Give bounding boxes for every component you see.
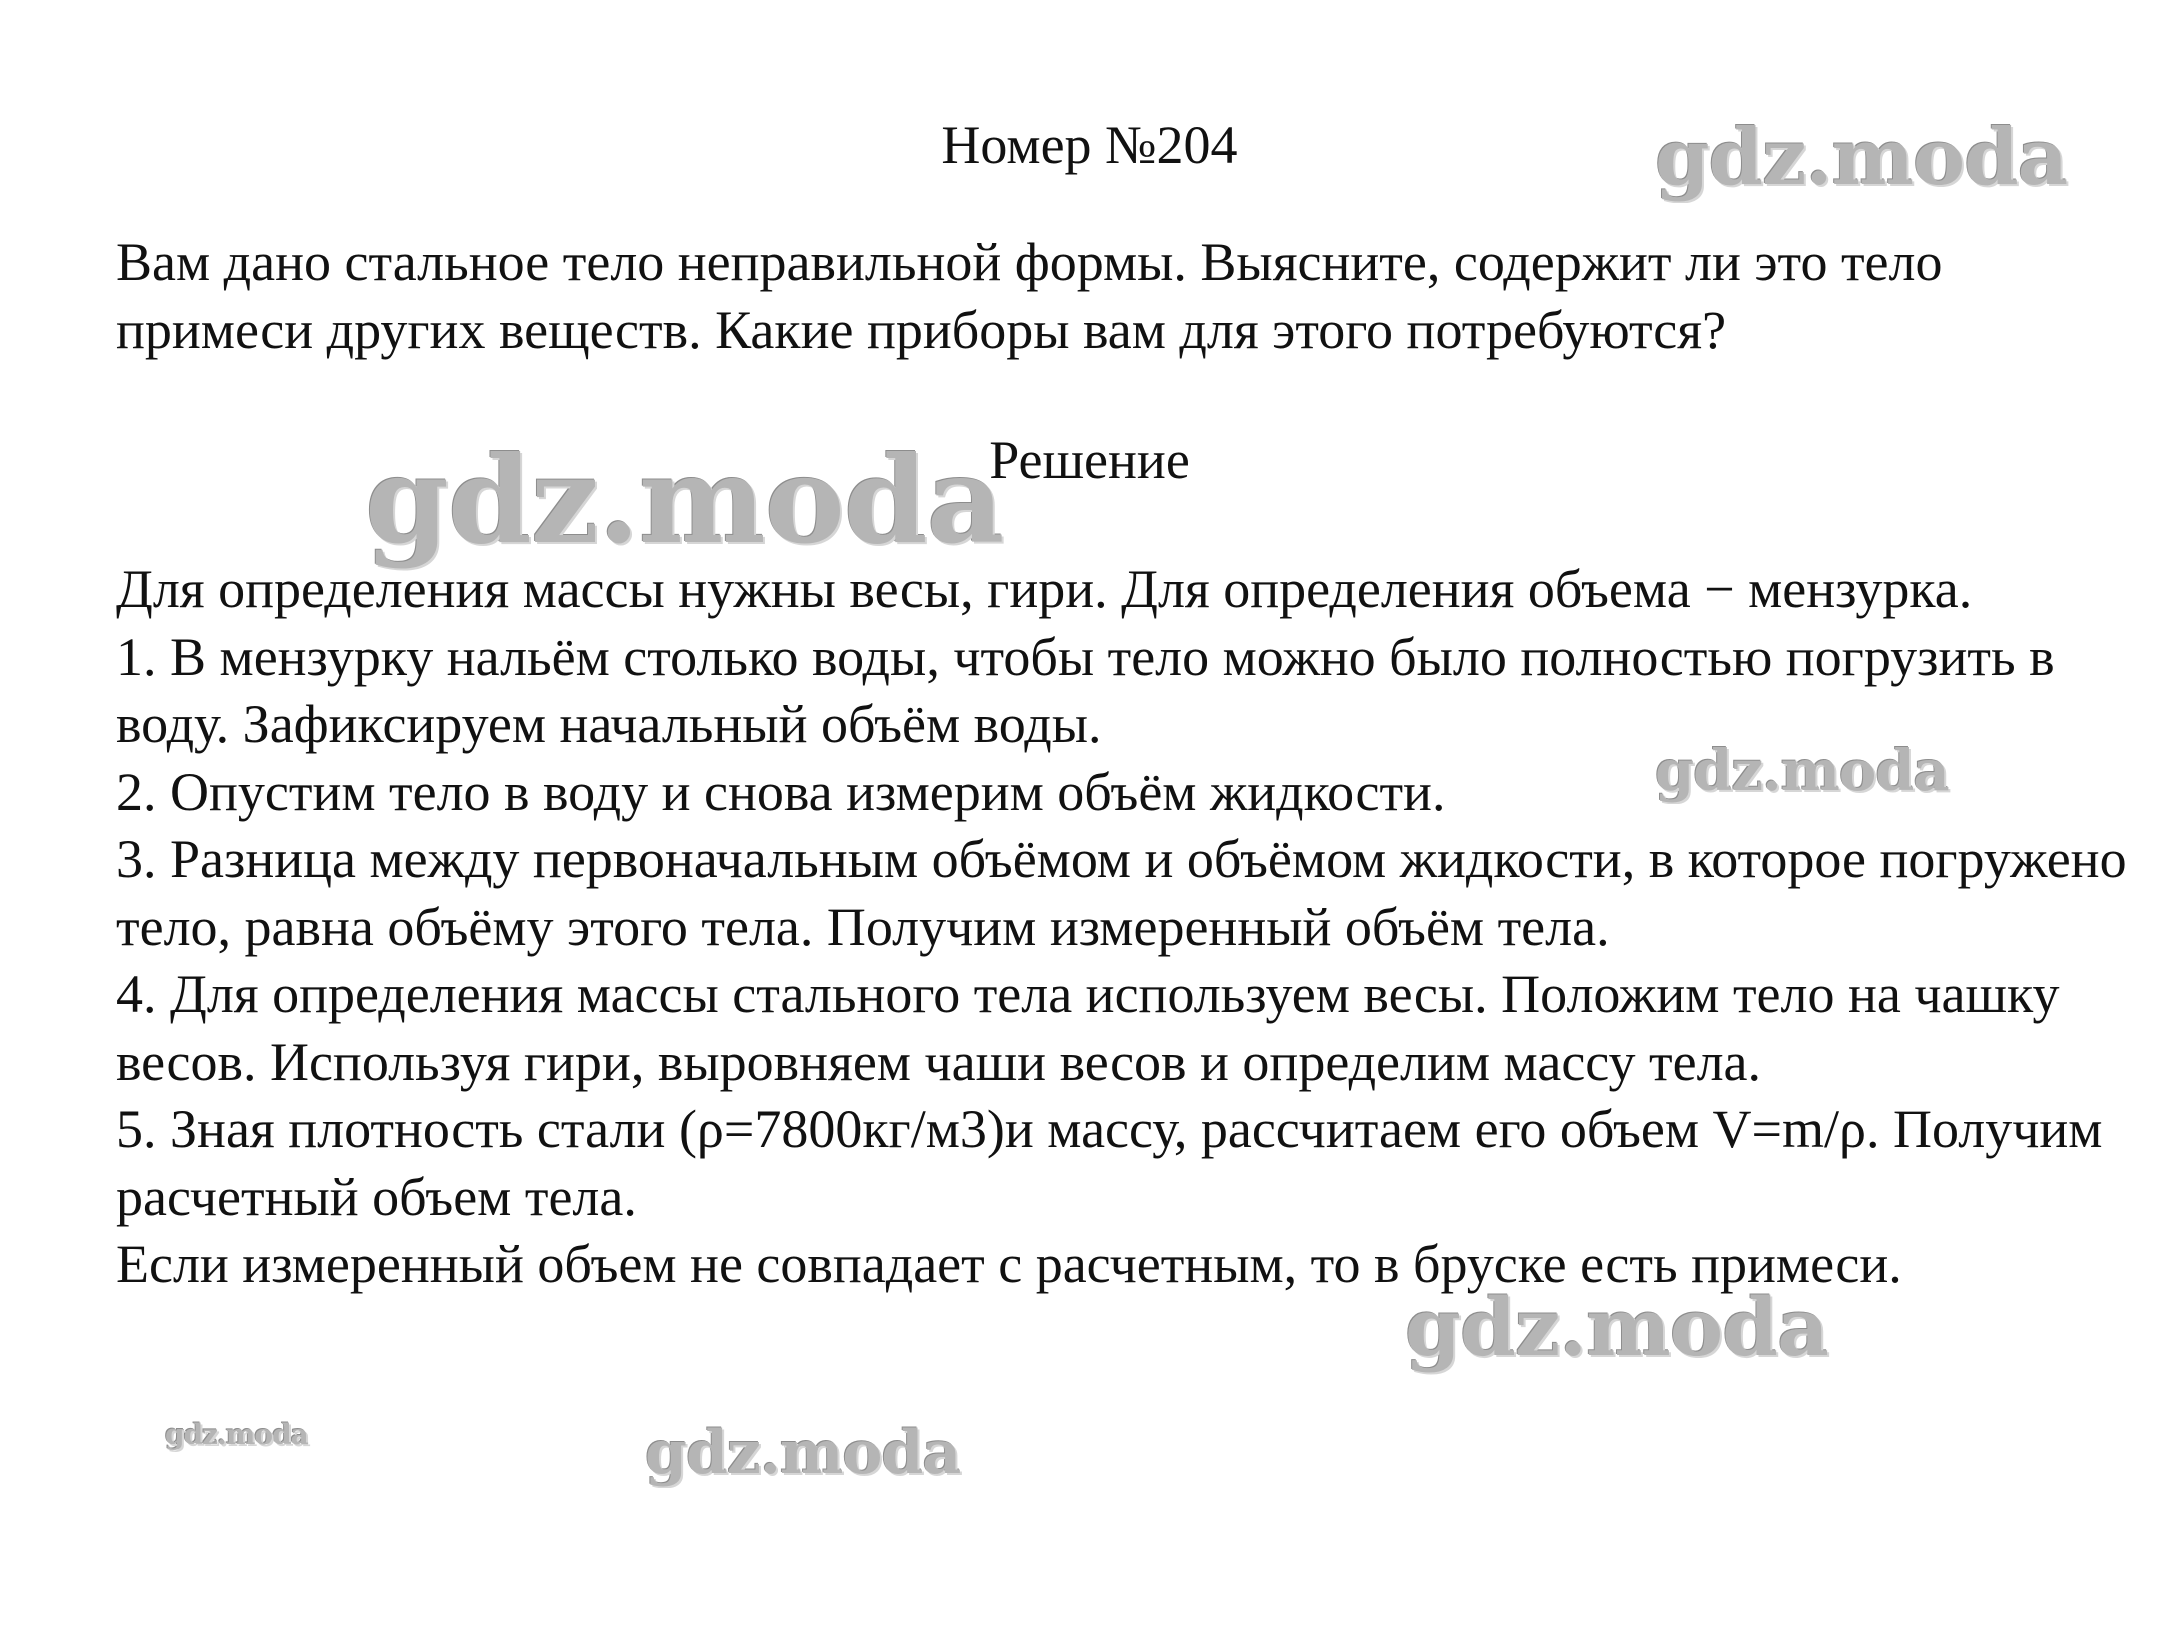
solution-step-5: 5. Зная плотность стали (ρ=7800кг/м3)и массу, рассчитаем его объем V=m/ρ. Получим расчетный объем тела. xyxy=(116,1099,2103,1227)
watermark-logo: gdz.moda xyxy=(1405,1280,1828,1374)
problem-number-title: Номер №204 xyxy=(941,115,1238,175)
solution-conclusion: Если измеренный объем не совпадает с расчетным, то в бруске есть примеси. xyxy=(116,1234,1902,1294)
watermark-logo: gdz.moda xyxy=(645,1418,961,1488)
task-text: Вам дано стальное тело неправильной формы. Выясните, содержит ли это тело примеси других веществ. Какие приборы вам для этого потребуются? xyxy=(116,232,1943,360)
watermark-logo: gdz.moda xyxy=(1655,112,2068,203)
solution-paragraph-instruments: Для определения массы нужны весы, гири. Для определения объема − мензурка. xyxy=(116,559,1973,619)
solution-body xyxy=(116,556,2136,1299)
solution-heading: Решение xyxy=(989,430,1190,490)
watermark-logo: gdz.moda xyxy=(165,1418,308,1451)
watermark-logo: gdz.moda xyxy=(365,430,1004,571)
watermark-logo: gdz.moda xyxy=(1655,738,1949,804)
solution-step-3: 3. Разница между первоначальным объёмом и объёмом жидкости, в которое погружено тело, равна объёму этого тела. Получим измеренный объём тела. xyxy=(116,829,2127,957)
solution-step-2: 2. Опустим тело в воду и снова измерим объём жидкости. xyxy=(116,761,1446,822)
solution-step-1: 1. В мензурку нальём столько воды, чтобы тело можно было полностью погрузить в воду. Зафиксируем начальный объём воды. xyxy=(116,626,2055,754)
solution-step-4: 4. Для определения массы стального тела используем весы. Положим тело на чашку весов. Используя гири, выровняем чаши весов и определим массу тела. xyxy=(116,964,2060,1092)
